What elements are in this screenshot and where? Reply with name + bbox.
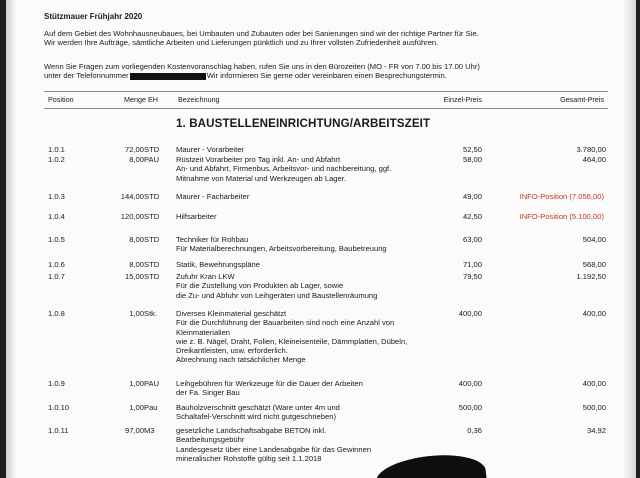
item-unit-price: 400,00: [458, 379, 482, 388]
intro-line-2: Wir werden Ihre Aufträge, sämtliche Arbeiten und Lieferungen pünktlich und zu Ihrer vollsten Zufriedenheit ausführen.: [44, 38, 439, 48]
item-quantity: 97,00: [124, 426, 144, 435]
item-position: 1.0.10: [48, 403, 70, 412]
item-unit-price: 79,50: [462, 272, 482, 281]
table-row: [44, 426, 608, 463]
table-row: [44, 403, 608, 422]
item-info-position: INFO-Position (7.056,00): [519, 192, 604, 201]
item-quantity: 8,00: [129, 260, 144, 269]
item-description-line: Abrechnung nach tatsächlicher Menge: [176, 355, 306, 365]
header-einzel-preis: Einzel-Preis: [443, 95, 482, 104]
item-unit-price: 49,00: [462, 192, 482, 201]
item-total-price: 400,00: [582, 379, 606, 388]
intro-line-1: Auf dem Gebiet des Wohnhausneubaues, bei Umbauten und Zubauten oder bei Sanierungen sind wir der richtige Partner für Sie.: [44, 29, 479, 38]
item-total-price: 568,00: [582, 260, 606, 269]
item-unit: PAU: [144, 155, 160, 164]
item-unit: PAU: [144, 379, 160, 388]
item-quantity: 1,00: [129, 309, 144, 318]
item-unit: Pau: [144, 403, 158, 412]
item-unit-price: 52,50: [462, 145, 482, 154]
item-description-line: Für die Durchführung der Bauarbeiten sind noch eine Anzahl von: [176, 318, 395, 328]
item-info-position: INFO-Position (5.100,00): [519, 212, 604, 221]
item-description-line: Diverses Kleinmaterial geschätzt: [176, 309, 287, 318]
item-unit: M3: [144, 426, 155, 435]
item-quantity: 15,00: [124, 272, 144, 281]
item-unit-price: 500,00: [458, 403, 482, 412]
item-description-line: Hilfsarbeiter: [176, 212, 217, 221]
item-position: 1.0.7: [48, 272, 65, 281]
phone-label: unter der Telefonnummer: [44, 71, 129, 81]
item-description-line: mineralischer Rohstoffe gültig seit 1.1.2018: [176, 453, 322, 463]
item-total-price: 1.192,50: [576, 272, 606, 281]
item-description-line: An- und Abfahrt, Firmenbus, Arbeitsvor- und nachbereitung, ggf.: [176, 164, 392, 174]
header-menge-eh: Menge EH: [124, 95, 158, 104]
item-description-line: Leihgebühren für Werkzeuge für die Dauer der Arbeiten: [176, 379, 363, 388]
item-unit-price: 63,00: [462, 235, 482, 244]
item-description-line: Maurer - Vorarbeiter: [176, 145, 244, 154]
item-position: 1.0.9: [48, 379, 65, 388]
item-total-price: 464,00: [582, 155, 606, 164]
item-position: 1.0.8: [48, 309, 65, 318]
item-unit: STD: [144, 260, 160, 269]
table-row: [44, 260, 608, 269]
item-description-line: Landesgesetz über eine Landesabgabe für das Gewinnen: [176, 444, 372, 454]
item-description-line: Bauholzverschnitt geschätzt (Ware unter 4m und: [176, 403, 340, 412]
item-position: 1.0.5: [48, 235, 65, 244]
item-description-line: Statik, Bewehrungspläne: [176, 260, 261, 269]
header-bezeichnung: Bezeichnung: [178, 95, 220, 104]
item-unit: STD: [144, 192, 160, 201]
item-unit: STD: [144, 212, 160, 221]
item-unit-price: 0,36: [467, 426, 482, 435]
document-title: Stützmauer Frühjahr 2020: [44, 12, 143, 21]
item-description-line: Maurer - Facharbeiter: [176, 192, 250, 201]
item-quantity: 72,00: [124, 145, 144, 154]
table-row: [44, 212, 608, 221]
table-row: [44, 235, 608, 254]
item-total-price: 3.780,00: [576, 145, 606, 154]
item-quantity: 8,00: [129, 235, 144, 244]
table-row: [44, 309, 608, 365]
table-row: [44, 145, 608, 154]
intro-line-4: [44, 71, 608, 80]
item-position: 1.0.1: [48, 145, 65, 154]
item-unit: STD: [144, 235, 160, 244]
header-gesamt-preis: Gesamt-Preis: [560, 95, 604, 104]
item-total-price: 504,00: [582, 235, 606, 244]
redacted-phone-number: [130, 73, 206, 80]
page-shadow-right: [622, 0, 636, 478]
item-unit-price: 400,00: [458, 309, 482, 318]
item-unit-price: 71,00: [462, 260, 482, 269]
table-row: [44, 272, 608, 300]
item-total-price: 400,00: [582, 309, 606, 318]
item-description-line: der Fa. Singer Bau: [176, 388, 240, 398]
intro-paragraph-1: [44, 29, 608, 48]
item-description-line: Für Materialberechnungen, Arbeitsvorbereitung, Baubetreuung: [176, 244, 387, 254]
item-quantity: 144,00: [120, 192, 144, 201]
item-quantity: 120,00: [120, 212, 144, 221]
item-unit: STD: [144, 272, 160, 281]
header-position: Position: [48, 95, 74, 104]
item-quantity: 8,00: [129, 155, 144, 164]
item-description-line: Mitnahme von Material und Werkzeugen ab Lager.: [176, 173, 346, 183]
item-unit-price: 58,00: [462, 155, 482, 164]
item-position: 1.0.3: [48, 192, 65, 201]
item-position: 1.0.2: [48, 155, 65, 164]
item-position: 1.0.4: [48, 212, 65, 221]
item-unit: Stk.: [144, 309, 158, 318]
intro-paragraph-2: [44, 62, 608, 81]
item-description-line: Für die Zustellung von Produkten ab Lager, sowie: [176, 281, 344, 291]
item-description-line: die Zu- und Abfuhr von Leihgeräten und Baustellenräumung: [176, 290, 378, 300]
table-header: [44, 91, 608, 109]
item-position: 1.0.11: [48, 426, 69, 435]
table-row: [44, 192, 608, 201]
page-shadow-left: [6, 0, 16, 478]
item-description-line: Schaltafel-Verschnitt wird nicht gutgeschrieben): [176, 412, 336, 422]
item-description-line: wie z. B. Nägel, Draht, Folien, Kleineisenteile, Dämmplatten, Dübeln,: [176, 336, 408, 346]
document-page: [6, 0, 636, 478]
item-total-price: 500,00: [582, 403, 606, 412]
item-description-line: Bearbeitungsgebühr: [176, 435, 245, 445]
item-quantity: 1,00: [129, 379, 144, 388]
table-row: [44, 155, 608, 183]
item-total-price: 34,92: [586, 426, 606, 435]
item-unit-price: 42,50: [462, 212, 482, 221]
item-unit: STD: [144, 145, 160, 154]
item-description-line: Zufuhr Kran LKW: [176, 272, 235, 281]
item-description-line: Techniker für Rohbau: [176, 235, 249, 244]
item-description-line: Dreikantleisten, usw. erforderlich.: [176, 346, 288, 356]
intro-line-3: Wenn Sie Fragen zum vorliegenden Kostenvoranschlag haben, rufen Sie uns in den Bürozeiten (MO - FR von 7.00 bis 17.00 Uhr): [44, 62, 480, 71]
table-row: [44, 379, 608, 398]
item-position: 1.0.6: [48, 260, 65, 269]
item-description-line: Kleinmaterialien: [176, 327, 231, 337]
section-title: 1. BAUSTELLENEINRICHTUNG/ARBEITSZEIT: [176, 117, 431, 130]
item-quantity: 1,00: [129, 403, 144, 412]
item-description-line: gesetzliche Landschaftsabgabe BETON inkl.: [176, 426, 327, 435]
item-description-line: Rüstzeit Vorarbeiter pro Tag inkl. An- und Abfahrt: [176, 155, 341, 164]
intro-line-4-rest: Wir informieren Sie gerne oder vereinbaren einen Besprechungstermin.: [206, 71, 447, 81]
